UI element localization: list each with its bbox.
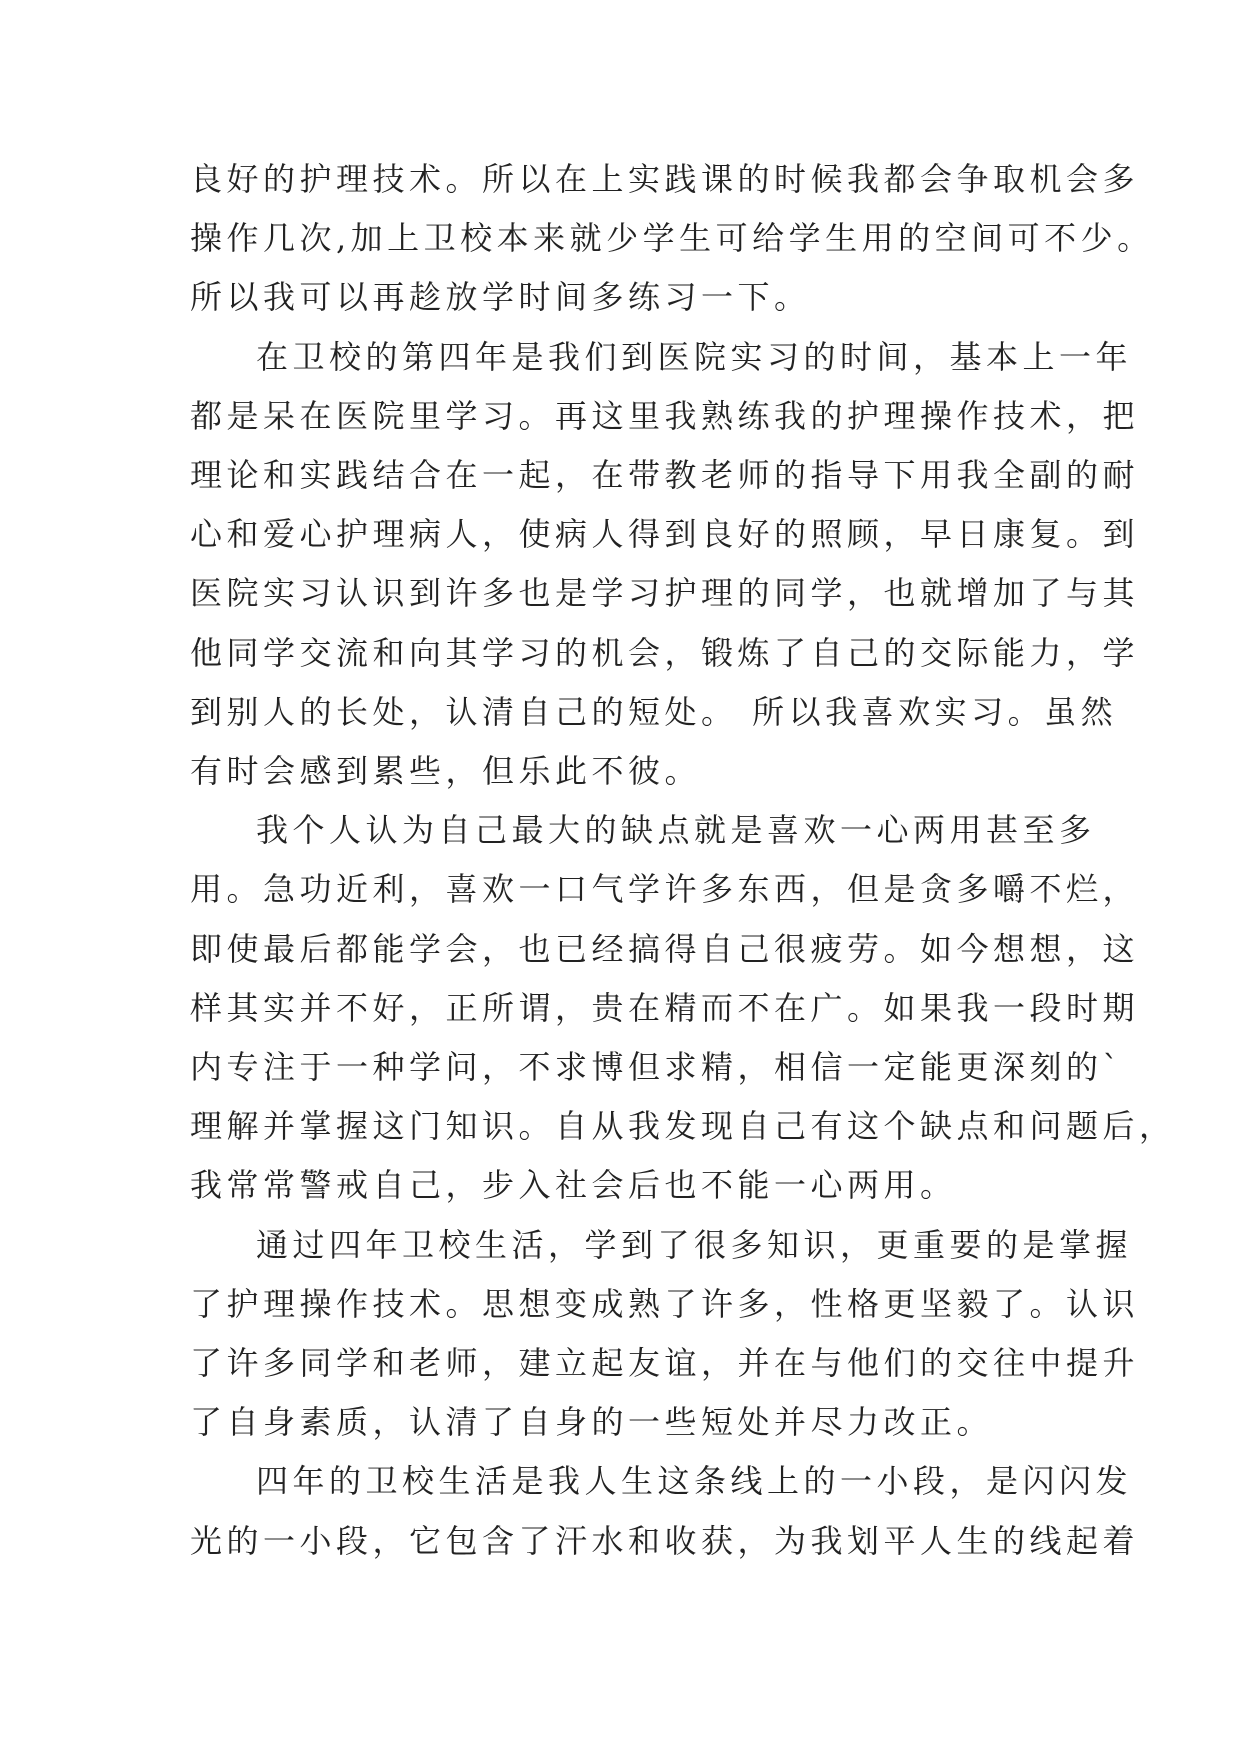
text-line: 通过四年卫校生活，学到了很多知识，更重要的是掌握	[256, 1225, 1133, 1264]
text-line: 理论和实践结合在一起，在带教老师的指导下用我全副的耐	[190, 456, 1140, 495]
text-line: 操作几次,加上卫校本来就少学生可给学生用的空间可不少。	[190, 219, 1154, 258]
text-line: 样其实并不好，正所谓，贵在精而不在广。如果我一段时期	[190, 988, 1140, 1027]
text-line: 他同学交流和向其学习的机会，锻炼了自己的交际能力，学	[190, 633, 1140, 672]
text-line: 所以我可以再趁放学时间多练习一下。	[190, 278, 811, 317]
text-line: 四年的卫校生活是我人生这条线上的一小段，是闪闪发	[256, 1462, 1133, 1501]
text-line: 了许多同学和老师，建立起友谊，并在与他们的交往中提升	[190, 1344, 1140, 1383]
text-line: 有时会感到累些，但乐此不彼。	[190, 752, 702, 791]
text-line: 我常常警戒自己，步入社会后也不能一心两用。	[190, 1166, 957, 1205]
document-body	[190, 150, 1176, 1571]
paragraph	[190, 1452, 1140, 1570]
text-line: 即使最后都能学会，也已经搞得自己很疲劳。如今想想，这	[190, 929, 1140, 968]
text-line: 了自身素质，认清了自身的一些短处并尽力改正。	[190, 1403, 994, 1442]
text-line: 良好的护理技术。所以在上实践课的时候我都会争取机会多	[190, 160, 1140, 198]
text-line: 了护理操作技术。思想变成熟了许多，性格更坚毅了。认识	[190, 1284, 1140, 1323]
paragraph	[190, 328, 1140, 802]
text-line: 内专注于一种学问，不求博但求精，相信一定能更深刻的`	[190, 1048, 1124, 1087]
text-line: 用。急功近利，喜欢一口气学许多东西，但是贪多嚼不烂，	[190, 870, 1140, 909]
paragraph	[190, 801, 1176, 1215]
paragraph	[190, 150, 1154, 328]
paragraph	[190, 1216, 1140, 1453]
text-line: 心和爱心护理病人，使病人得到良好的照顾，早日康复。到	[190, 515, 1140, 554]
text-line: 光的一小段，它包含了汗水和收获，为我划平人生的线起着	[190, 1521, 1140, 1560]
text-line: 到别人的长处，认清自己的短处。 所以我喜欢实习。虽然	[190, 692, 1118, 731]
text-line: 医院实习认识到许多也是学习护理的同学，也就增加了与其	[190, 574, 1140, 613]
text-line: 理解并掌握这门知识。自从我发现自己有这个缺点和问题后，	[190, 1107, 1176, 1146]
text-line: 在卫校的第四年是我们到医院实习的时间，基本上一年	[256, 337, 1133, 376]
text-line: 我个人认为自己最大的缺点就是喜欢一心两用甚至多	[256, 811, 1096, 850]
text-line: 都是呆在医院里学习。再这里我熟练我的护理操作技术，把	[190, 396, 1140, 435]
